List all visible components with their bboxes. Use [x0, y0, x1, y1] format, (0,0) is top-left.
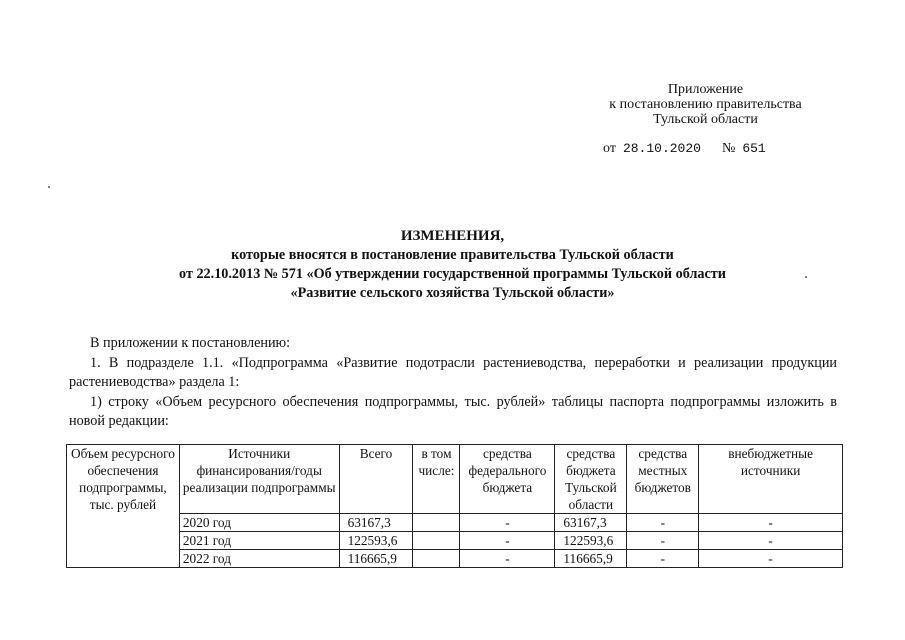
- extrabudget-cell: -: [699, 550, 843, 568]
- table-row: [67, 532, 843, 550]
- regional-cell: 122593,6: [555, 532, 627, 550]
- order-from-label: от: [603, 141, 616, 156]
- year-cell: 2021 год: [179, 532, 339, 550]
- appendix-line-3: Тульской области: [653, 112, 758, 127]
- including-cell: [413, 532, 460, 550]
- regional-cell: 63167,3: [555, 514, 627, 532]
- federal-cell: -: [460, 514, 555, 532]
- table-header-row: [67, 445, 843, 514]
- order-date-number: [603, 141, 766, 157]
- year-cell: 2020 год: [179, 514, 339, 532]
- column-header-sources: Источники финансирования/годы реализации подпрограммы: [179, 445, 339, 514]
- scan-speck: [48, 186, 50, 188]
- appendix-line-2: к постановлению правительства: [609, 97, 802, 112]
- order-number: 651: [742, 141, 766, 156]
- order-number-label: №: [721, 141, 736, 156]
- local-cell: -: [627, 514, 699, 532]
- title-line-2: которые вносятся в постановление правительства Тульской области: [231, 247, 674, 263]
- column-header-total: Всего: [339, 445, 413, 514]
- including-cell: [413, 550, 460, 568]
- column-header-federal: средства федерального бюджета: [460, 445, 555, 514]
- title-line-3: от 22.10.2013 № 571 «Об утверждении государственной программы Тульской области: [179, 266, 726, 282]
- document-title: [100, 227, 805, 303]
- title-line-4: «Развитие сельского хозяйства Тульской области»: [290, 285, 615, 301]
- order-date: 28.10.2020: [622, 141, 701, 156]
- body-paragraph-1: В приложении к постановлению:: [90, 335, 291, 351]
- local-cell: -: [627, 532, 699, 550]
- table-row: [67, 514, 843, 532]
- local-cell: -: [627, 550, 699, 568]
- regional-cell: 116665,9: [555, 550, 627, 568]
- column-header-regional: средства бюджета Тульской области: [555, 445, 627, 514]
- scan-speck: [805, 276, 807, 278]
- title-main: ИЗМЕНЕНИЯ,: [400, 228, 505, 244]
- extrabudget-cell: -: [699, 532, 843, 550]
- body-paragraph-3: 1) строку «Объем ресурсного обеспечения подпрограммы, тыс. рублей» таблицы паспорта подпрограммы изложить в новой редакции:: [69, 393, 837, 430]
- federal-cell: -: [460, 550, 555, 568]
- resource-table: [66, 444, 843, 568]
- appendix-header: [598, 82, 813, 127]
- total-cell: 116665,9: [339, 550, 413, 568]
- including-cell: [413, 514, 460, 532]
- appendix-line-1: Приложение: [667, 82, 744, 97]
- column-header-extrabudget: внебюджетные источники: [699, 445, 843, 514]
- row-header-cell: Объем ресурсного обеспечения подпрограммы, тыс. рублей: [67, 445, 180, 568]
- column-header-local: средства местных бюджетов: [627, 445, 699, 514]
- year-cell: 2022 год: [179, 550, 339, 568]
- document-body: [69, 334, 837, 432]
- extrabudget-cell: -: [699, 514, 843, 532]
- total-cell: 63167,3: [339, 514, 413, 532]
- column-header-including: в том числе:: [413, 445, 460, 514]
- body-paragraph-2: 1. В подразделе 1.1. «Подпрограмма «Развитие подотрасли растениеводства, переработки и реализации продукции растениеводства» раздела 1:: [69, 354, 837, 391]
- total-cell: 122593,6: [339, 532, 413, 550]
- federal-cell: -: [460, 532, 555, 550]
- table-row: [67, 550, 843, 568]
